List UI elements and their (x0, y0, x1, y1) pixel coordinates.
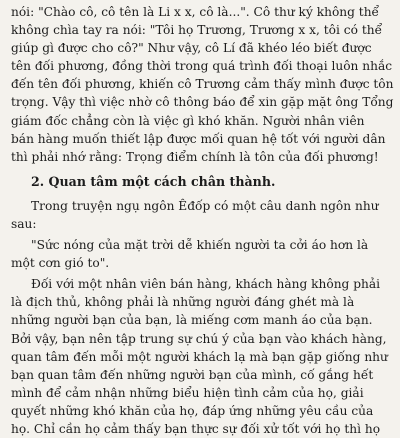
text-line: giúp gì được cho cô?" Như vậy, cô Lí đã khéo léo biết được (11, 41, 372, 56)
paragraph-3 (11, 275, 391, 438)
text-line: đến tên đối phương, khiến cô Trương cảm thấy mình được tôn (11, 77, 394, 92)
text-line: họ. Chỉ cần họ cảm thấy bạn thực sự đối xử tốt với họ thì họ (11, 421, 381, 436)
text-line: một cơn gió to". (11, 256, 110, 271)
text-line: là địch thủ, không phải là những người đáng ghét mà là (11, 295, 355, 310)
text-line: thì phải nhớ rằng: Trọng điểm chính là tôn của đối phương! (11, 149, 379, 164)
text-line: giám đốc chẳng còn là việc gì khó khăn. Người nhân viên (11, 113, 365, 128)
text-line: Bởi vậy, bạn nên tập trung sự chú ý của bạn vào khách hàng, (11, 331, 387, 346)
quote-block (11, 236, 391, 272)
text-line: trọng. Vậy thì việc nhờ cô thông báo để xin gặp mặt ông Tổng (11, 95, 394, 110)
paragraph-2 (11, 197, 391, 233)
text-line: nói: "Chào cô, cô tên là Li x x, cô là...". Cô thư ký không thể (11, 5, 380, 19)
text-line: bạn quan tâm đến những người bạn của mình, cố gắng hết (11, 367, 374, 382)
text-line: Trong truyện ngụ ngôn Êđốp có một câu danh ngôn như (31, 198, 379, 213)
text-line: những người bạn của bạn, là miếng cơm manh áo của bạn. (11, 313, 373, 328)
text-line: bán hàng muốn thiết lập được mối quan hệ tốt với người dân (11, 131, 386, 146)
text-line: "Sức nóng của mặt trời dễ khiến người ta cởi áo hơn là (31, 238, 369, 253)
text-line: quyết những khó khăn của họ, đáp ứng những yêu cầu của (11, 403, 374, 418)
text-line: Đối với một nhân viên bán hàng, khách hàng không phải (31, 277, 381, 292)
text-line: quan tâm đến mỗi một người khách lạ mà bạn gặp giống như (11, 349, 388, 364)
text-line: mình để cảm nhận những biểu hiện tình cảm của họ, giải (11, 385, 364, 400)
paragraph-1 (11, 3, 394, 166)
text-line: tên đối phương, đồng thời trong quá trình đối thoại luôn nhắc (11, 59, 393, 74)
text-line: không chìa tay ra nói: "Tôi họ Trương, Trương x x, tôi có thể (11, 23, 383, 38)
section-heading: 2. Quan tâm một cách chân thành. (31, 173, 276, 189)
text-line: sau: (11, 216, 37, 231)
